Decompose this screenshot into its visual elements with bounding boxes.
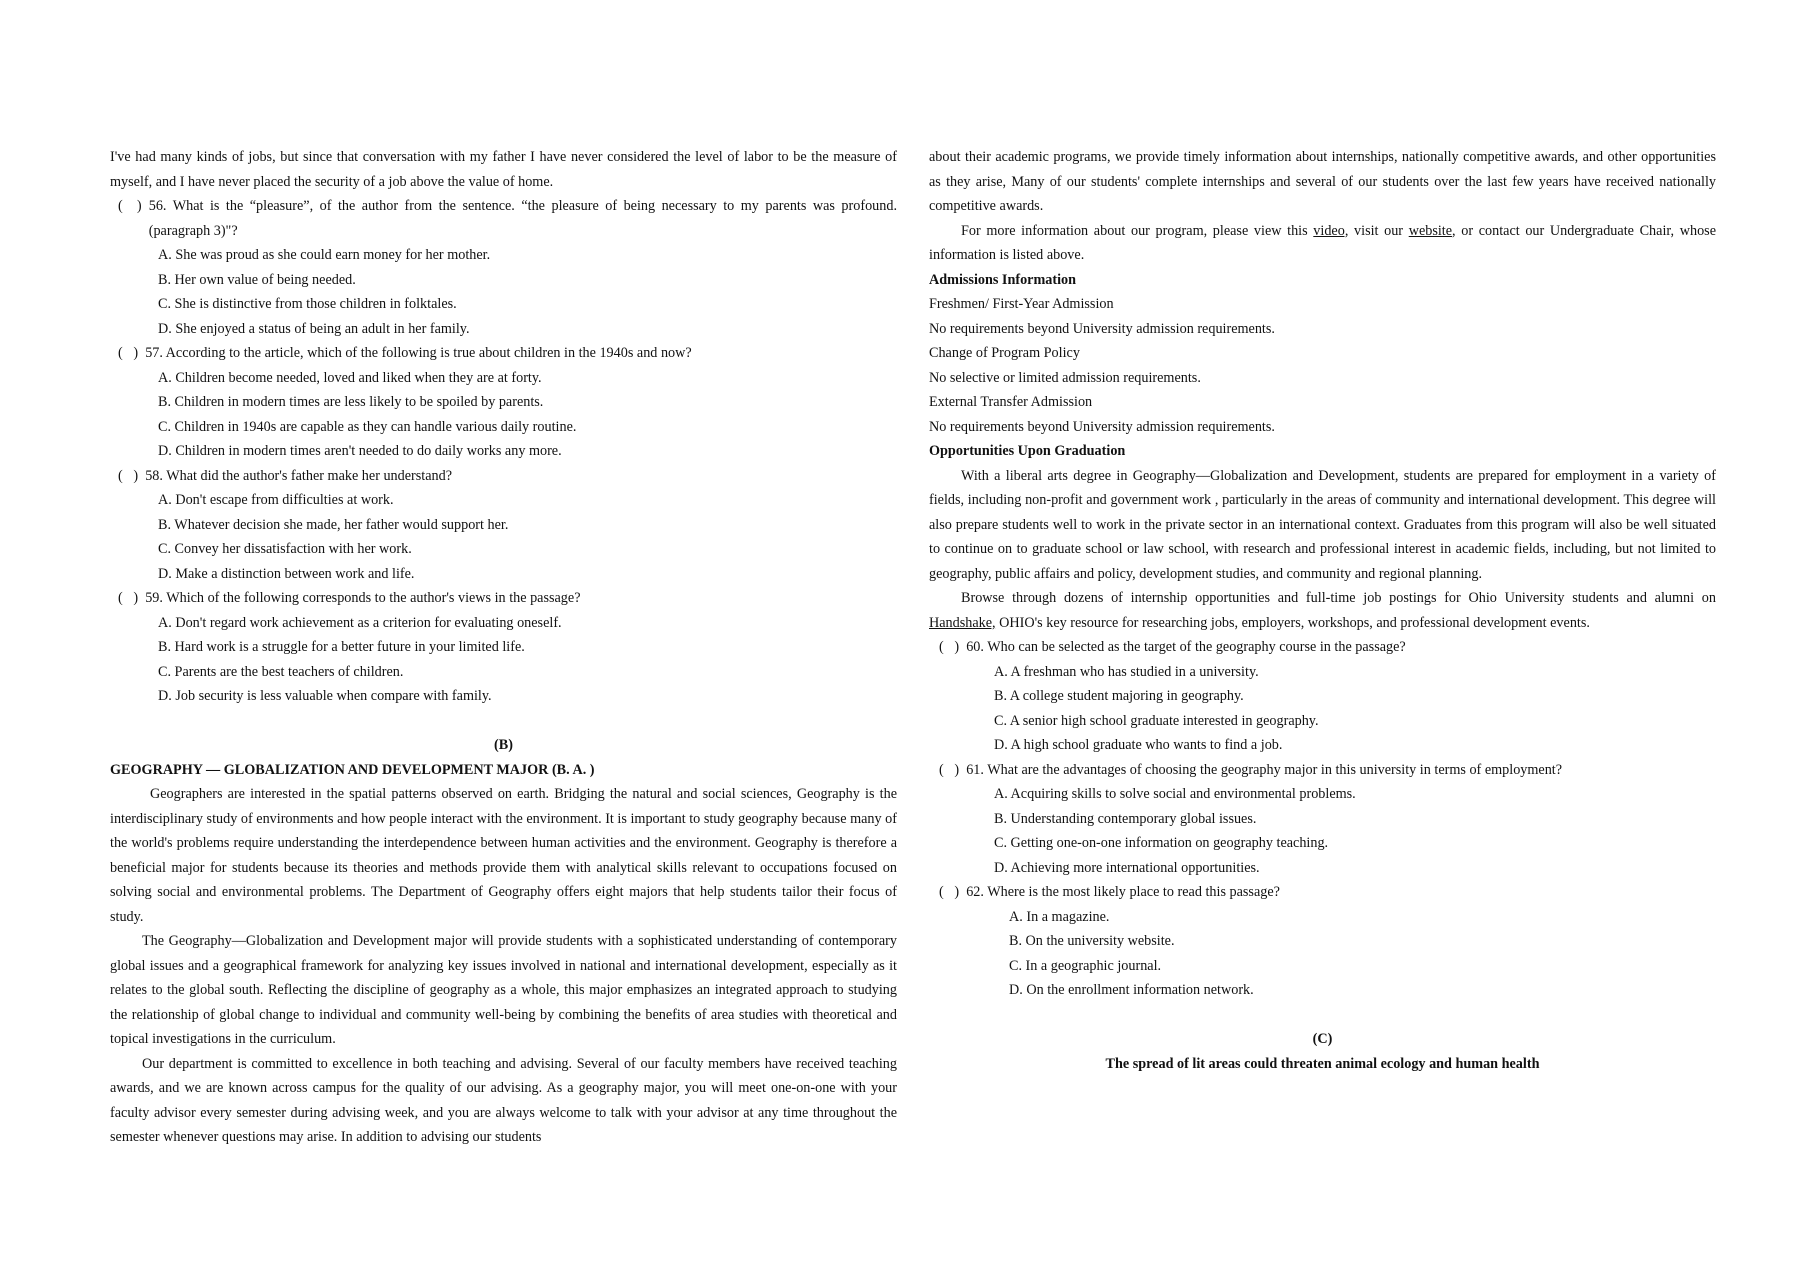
question-57 [110,341,897,464]
option-b: B. Her own value of being needed. [158,271,356,288]
video-link[interactable]: video, [1313,222,1349,239]
option-b: B. Children in modern times are less likely to be spoiled by parents. [158,394,544,410]
option-b: B. Whatever decision she made, her father would support her. [158,516,509,533]
option-c: C. Children in 1940s are capable as they can handle various daily routine. [158,418,577,435]
option-a: A. She was proud as she could earn money for her mother. [158,247,491,263]
more-info-text: , or contact our Undergraduate Chair, whose information is listed above. [929,222,1716,263]
answer-blank[interactable]: ( ) [118,345,146,361]
option-b: B. Understanding contemporary global issues. [994,810,1257,827]
option-b: B. Hard work is a struggle for a better future in your limited life. [158,639,525,655]
question-text: 58. What did the author's father make her understand? [145,467,453,484]
admissions-line: Freshmen/ First-Year Admission [929,296,1114,312]
passage-b-paragraph-1: Geographers are interested in the spatial patterns observed on earth. Bridging the natural and social sciences, Geography is the interdisciplinary study of environments and how people interact with the environment. It is important to study geography because many of the world's problems require understanding the interdependence between human activities and the environment. Geography is therefore a beneficial major for students because its theories and methods provide them with analytical skills relevant to occupations focused on solving social and environmental problems. The Department of Geography offers eight majors that help students tailor their focus of study. [110,786,897,925]
passage-b-paragraph-2: The Geography—Globalization and Development major will provide students with a sophisticated understanding of contemporary global issues and a geographical framework for analyzing key issues involved in national and international development, especially as it relates to the global south. Reflecting the discipline of geography as a whole, this major emphasizes an integrated approach to studying the relationship of global change to individual and community well-being by combining the benefits of area studies with theoretical and topical investigations in the curriculum. [110,933,897,1047]
option-c: C. Getting one-on-one information on geography teaching. [994,835,1329,851]
browse-paragraph [929,586,1716,635]
browse-text: Browse through dozens of internship opportunities and full-time job postings for Ohio University students and alumni on [961,590,1716,606]
website-link[interactable]: website [1408,222,1453,239]
option-d: D. A high school graduate who wants to find a job. [994,737,1283,753]
option-d: D. Make a distinction between work and life. [158,565,415,582]
answer-blank[interactable]: ( ) [939,884,967,900]
question-text: 59. Which of the following corresponds to the author's views in the passage? [145,590,581,606]
option-d: D. Achieving more international opportunities. [994,859,1260,876]
passage-b-title: GEOGRAPHY — GLOBALIZATION AND DEVELOPMENT MAJOR (B. A. ) [110,761,595,778]
option-a: A. Don't escape from difficulties at work. [158,492,394,508]
option-a: A. In a magazine. [1009,908,1110,925]
admissions-heading: Admissions Information [929,271,1077,288]
question-59 [110,586,897,709]
question-text: 56. What is the “pleasure”, of the author from the sentence. “the pleasure of being necessary to my parents was profound. (paragraph 3)"? [148,198,897,239]
more-info-text: visit our [1348,222,1409,239]
option-c: C. Parents are the best teachers of children. [158,663,404,680]
handshake-link[interactable]: Handshake, [929,614,996,631]
question-56 [110,194,897,341]
option-d: D. Job security is less valuable when compare with family. [158,688,492,704]
option-d: D. On the enrollment information network. [1009,982,1254,998]
question-61 [929,758,1716,881]
option-c: C. A senior high school graduate interested in geography. [994,712,1319,729]
option-a: A. Children become needed, loved and liked when they are at forty. [158,369,542,386]
answer-blank[interactable]: ( ) [118,198,149,214]
passage-c-title: The spread of lit areas could threaten animal ecology and human health [1105,1055,1540,1072]
option-b: B. A college student majoring in geography. [994,688,1244,704]
answer-blank[interactable]: ( ) [939,761,967,778]
admissions-line: No requirements beyond University admission requirements. [929,320,1275,337]
question-60 [929,635,1716,758]
admissions-line: No selective or limited admission requirements. [929,369,1201,386]
more-info-text: For more information about our program, please view this [961,222,1314,239]
option-a: A. A freshman who has studied in a university. [994,663,1259,680]
question-text: 60. Who can be selected as the target of the geography course in the passage? [966,639,1406,655]
section-c-label: (C) [1312,1031,1333,1047]
option-c: C. She is distinctive from those children in folktales. [158,296,457,312]
answer-blank[interactable]: ( ) [118,467,146,484]
option-d: D. She enjoyed a status of being an adult in her family. [158,320,470,337]
option-d: D. Children in modern times aren't needed to do daily works any more. [158,443,562,459]
passage-b-paragraph-3-continued: about their academic programs, we provide timely information about internships, nationally competitive awards, and other opportunities as they arise, Many of our students' complete internships and several of our students over the last few years have received nationally competitive awards. [929,149,1716,214]
passage-b-paragraph-3: Our department is committed to excellence in both teaching and advising. Several of our faculty members have received teaching awards, and we are known across campus for the quality of our advising. As a geography major, you will meet one-on-one with your faculty advisor every semester during advising week, and you are always welcome to talk with your advisor at any time throughout the semester whenever questions may arise. In addition to advising our students [110,1055,897,1145]
question-text: 57. According to the article, which of the following is true about children in the 1940s and now? [145,345,692,361]
more-info-paragraph [929,219,1716,268]
option-c: C. In a geographic journal. [1009,957,1162,974]
passage-a-closing-paragraph: I've had many kinds of jobs, but since that conversation with my father I have never considered the level of labor to be the measure of myself, and I have never placed the security of a job above the value of home. [110,149,897,190]
admissions-line: No requirements beyond University admission requirements. [929,418,1275,435]
question-62 [929,880,1716,1003]
section-b-label: (B) [494,737,513,753]
option-a: A. Acquiring skills to solve social and environmental problems. [994,786,1356,802]
question-text: 61. What are the advantages of choosing the geography major in this university in terms of employment? [966,761,1563,778]
admissions-line: Change of Program Policy [929,345,1080,361]
answer-blank[interactable]: ( ) [118,590,146,606]
option-c: C. Convey her dissatisfaction with her work. [158,541,412,557]
admissions-line: External Transfer Admission [929,394,1093,410]
opportunities-paragraph: With a liberal arts degree in Geography—Globalization and Development, students are prepared for employment in a variety of fields, including non-profit and government work , particularly in the areas of community and international development. This degree will also prepare students well to work in the private sector in an international context. Graduates from this program will also be well situated to continue on to graduate school or law school, with research and professional interest in academic fields, including, but not limited to geography, public affairs and policy, development studies, and community and regional planning. [929,467,1716,582]
right-column [929,145,1716,1076]
opportunities-heading: Opportunities Upon Graduation [929,443,1126,459]
option-a: A. Don't regard work achievement as a criterion for evaluating oneself. [158,614,562,631]
answer-blank[interactable]: ( ) [939,639,967,655]
option-b: B. On the university website. [1009,933,1175,949]
left-column [110,145,897,1150]
browse-text: OHIO's key resource for researching jobs, employers, workshops, and professional development events. [995,614,1590,631]
question-text: 62. Where is the most likely place to read this passage? [966,884,1280,900]
question-58 [110,464,897,587]
